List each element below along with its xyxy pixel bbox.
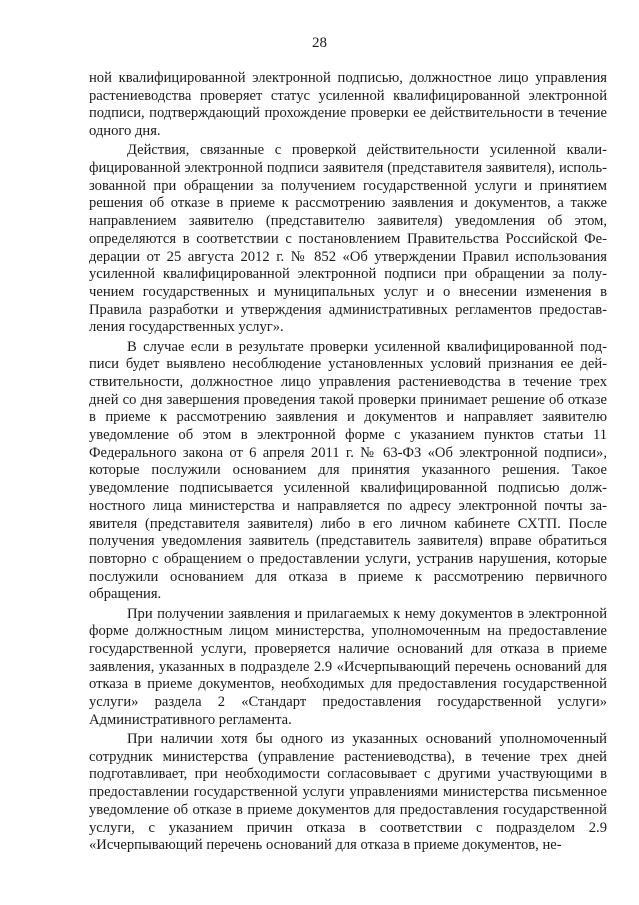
paragraph: При наличии хотя бы одного из указанных оснований уполномоченный сотрудник министерства (управление растениеводства), в течение трех дней подготавливает, при необходимости согласовывает с другими участвующими в предоставлении государственной услуги управлениями министерства письменное уведомление об отказе в приеме документов для предоставления государственной услуги, с указанием причин отказа в соответствии с подразделом 2.9 «Исчерпывающий перечень оснований для отказа в приеме документов, не- <box>89 731 607 854</box>
paragraph: В случае если в результате проверки усиленной квалифицированной подписи будет выявлено несоблюдение установленных условий признания ее действительности, должностное лицо управления растениеводства в течение трех дней со дня завершения проведения такой проверки принимает решение об отказе в приеме к рассмотрению заявления и документов и направляет заявителю уведомление об этом в электронной форме с указанием пунктов статьи 11 Федерального закона от 6 апреля 2011 г. № 63-ФЗ «Об электронной подписи», которые послужили основанием для принятия указанного решения. Такое уведомление подписывается усиленной квалифицированной подписью должностного лица министерства и направляется по адресу электронной почты заявителя (представителя заявителя) либо в его личном кабинете СХТП. После получения уведомления заявитель (представитель заявителя) вправе обратиться повторно с обращением о предоставлении услуги, устранив нарушения, которые послужили основанием для отказа в приеме к рассмотрению первичного обращения. <box>89 338 607 603</box>
paragraph: ной квалифицированной электронной подписью, должностное лицо управления растениеводства проверяет статус усиленной квалифицированной электронной подписи, подтверждающий прохождение проверки ее действительности в течение одного дня. <box>89 70 607 140</box>
paragraph: Действия, связанные с проверкой действительности усиленной квалифицированной электронной подписи заявителя (представителя заявителя), использованной при обращении за получением государственной услуги и принятием решения об отказе в приеме к рассмотрению заявления и документов, а также направлением заявителю (представителю заявителя) уведомления об этом, определяются в соответствии с постановлением Правительства Российской Федерации от 25 августа 2012 г. № 852 «Об утверждении Правил использования усиленной квалифицированной электронной подписи при обращении за получением государственных и муниципальных услуг и о внесении изменения в Правила разработки и утверждения административных регламентов предоставления государственных услуг». <box>89 142 607 336</box>
document-body <box>89 70 607 855</box>
page-number: 28 <box>312 35 327 51</box>
paragraph: При получении заявления и прилагаемых к нему документов в электронной форме должностным лицом министерства, уполномоченным на предоставление государственной услуги, проверяется наличие оснований для отказа в приеме заявления, указанных в подразделе 2.9 «Исчерпывающий перечень оснований для отказа в приеме документов, необходимых для предоставления государственной услуги» раздела 2 «Стандарт предоставления государственной услуги» Административного регламента. <box>89 605 607 728</box>
